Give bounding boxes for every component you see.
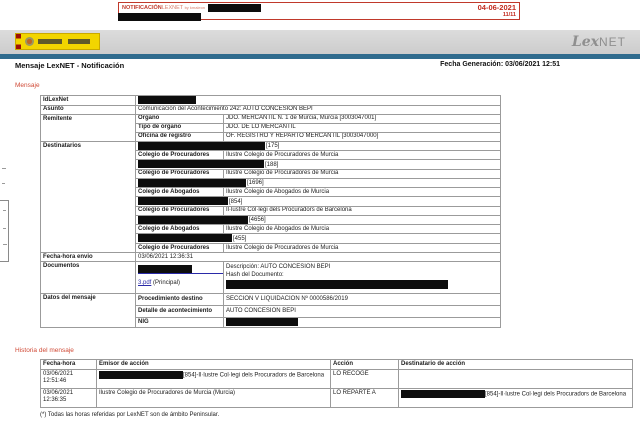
documento-cell — [136, 262, 224, 294]
destinatario-nombre: Ilustre Colegio de Procuradores de Murcia — [224, 151, 501, 160]
destinatario-ref: [4656] — [249, 217, 266, 224]
destinatario-ref: [1696] — [247, 180, 264, 187]
procedimiento-label: Procedimiento destino — [136, 294, 224, 306]
scan-artifact — [2, 183, 5, 184]
history-header-destinatario: Destinatario de acción — [399, 360, 633, 370]
history-accion: LO RECOGE — [331, 370, 399, 389]
notification-stamp-box — [118, 2, 520, 20]
coat-of-arms-icon — [25, 37, 34, 46]
stamp-brand-small: by kmaleon — [184, 5, 206, 10]
section-label-mensaje: Mensaje — [15, 82, 40, 89]
history-destinatario — [399, 370, 633, 389]
document-link-suffix: (Principal) — [151, 280, 181, 287]
history-header-accion: Acción — [331, 360, 399, 370]
documentos-label: Documentos — [41, 262, 136, 294]
history-destinatario — [399, 389, 633, 408]
idlexnet-label: IdLexNet — [41, 96, 136, 106]
redaction-bar — [99, 371, 183, 379]
tipo-organo-value: JDO. DE LO MERCANTIL — [224, 123, 501, 132]
redaction-bar — [208, 4, 261, 12]
destinatario-redacted — [136, 234, 501, 244]
redaction-bar — [118, 13, 201, 21]
destinatario-ref: [854] — [229, 198, 243, 205]
footnote: (*) Todas las horas referidas por LexNET son de ámbito Peninsular. — [40, 412, 220, 418]
remitente-label: Remitente — [41, 114, 136, 141]
organo-label: Órgano — [136, 114, 224, 123]
destinatario-tipo: Colegio de Procuradores — [136, 244, 224, 253]
section-label-historia: Historia del mensaje — [15, 347, 74, 354]
documento-detail-cell — [224, 262, 501, 294]
lexnet-logo-lex: Lex — [571, 34, 599, 50]
redaction-bar — [226, 280, 448, 289]
scan-artifact — [3, 210, 6, 211]
oficina-label: Oficina de registro — [136, 132, 224, 141]
destinatario-nombre: Ilustre Colegio de Procuradores de Murcia — [224, 244, 501, 253]
destinatario-tipo: Colegio de Abogados — [136, 188, 224, 197]
redaction-bar — [401, 390, 485, 398]
stamp-date: 04-06-2021 — [477, 3, 516, 12]
destinatario-tipo: Colegio de Procuradores — [136, 151, 224, 160]
procedimiento-value: SECCION V LIQUIDACION Nº 0000586/2019 — [224, 294, 501, 306]
fecha-envio-label: Fecha-hora envio — [41, 253, 136, 262]
generation-date: Fecha Generación: 03/06/2021 12:51 — [440, 61, 560, 68]
message-table — [40, 95, 501, 328]
destinatario-redacted — [136, 178, 501, 188]
redaction-bar — [138, 216, 248, 224]
titlebar — [15, 61, 560, 70]
lexnet-logo-net: NET — [599, 35, 626, 49]
destinatario-ref: [188] — [265, 161, 279, 168]
redaction-bar — [138, 96, 196, 104]
nig-label: NIG — [136, 318, 224, 328]
destinatario-redacted — [136, 197, 501, 207]
fecha-envio-value: 03/06/2021 12:36:31 — [136, 253, 501, 262]
destinatario-tipo: Colegio de Procuradores — [136, 206, 224, 215]
destinatario-redacted — [136, 215, 501, 225]
header-divider-bar — [0, 54, 640, 59]
history-emisor: Ilustre Colegio de Procuradores de Murcia (Murcia) — [97, 389, 331, 408]
stamp-page-number: 11/11 — [502, 12, 516, 18]
page-title: Mensaje LexNET - Notificación — [15, 61, 125, 70]
oficina-value: OF. REGISTRO Y REPARTO MERCANTIL [3003047000] — [224, 132, 501, 141]
history-table — [40, 359, 633, 408]
destinatario-redacted — [136, 141, 501, 151]
documento-hash-label: Hash del Documento: — [226, 272, 284, 279]
scan-artifact — [2, 168, 6, 169]
destinatario-nombre: Ilustre Colegio de Procuradores de Murcia — [224, 169, 501, 178]
history-fecha: 03/06/2021 12:51:46 — [41, 370, 97, 389]
history-row — [41, 370, 633, 389]
stamp-brand-light: LEXNET — [161, 5, 184, 11]
redaction-bar — [226, 318, 298, 326]
stamp-brand-bold: NOTIFICACIÓN — [122, 5, 162, 11]
header-banner — [0, 30, 640, 54]
history-emisor — [97, 370, 331, 389]
redaction-bar — [138, 265, 192, 273]
redaction-bar — [138, 142, 265, 150]
destinatario-nombre: Il·lustre Col·legi dels Procuradors de Barcelona — [224, 206, 501, 215]
redaction-bar — [138, 197, 228, 205]
lexnet-logo — [572, 32, 626, 51]
destinatario-redacted — [136, 160, 501, 170]
government-logo — [15, 33, 100, 50]
history-destinatario-text: [854]-Il·lustre Col·legi dels Procuradors de Barcelona — [485, 391, 627, 398]
documento-descripcion: Descripción: AUTO CONCESION BEPI — [226, 264, 331, 271]
redaction-bar — [138, 179, 246, 187]
idlexnet-value-cell — [136, 96, 501, 106]
scan-artifact — [3, 244, 7, 245]
tipo-organo-label: Tipo de órgano — [136, 123, 224, 132]
detalle-label: Detalle de acontecimiento — [136, 306, 224, 318]
datos-mensaje-label: Datos del mensaje — [41, 294, 136, 328]
destinatarios-label: Destinatarios — [41, 141, 136, 252]
history-emisor-text: [854]-Il·lustre Col·legi dels Procuradors de Barcelona — [183, 372, 325, 379]
history-row — [41, 389, 633, 408]
asunto-label: Asunto — [41, 105, 136, 114]
detalle-value: AUTO CONCESION BEPI — [224, 306, 501, 318]
government-logo-text — [38, 39, 62, 44]
history-header-fecha: Fecha-hora — [41, 360, 97, 370]
destinatario-tipo: Colegio de Abogados — [136, 225, 224, 234]
scan-artifact — [3, 228, 6, 229]
history-accion: LO REPARTE A — [331, 389, 399, 408]
history-fecha: 03/06/2021 12:36:35 — [41, 389, 97, 408]
government-logo-text — [68, 39, 90, 44]
destinatario-nombre: Ilustre Colegio de Abogados de Murcia — [224, 225, 501, 234]
redaction-bar — [138, 160, 264, 168]
stamp-date-block — [478, 4, 516, 19]
history-header-emisor: Emisor de acción — [97, 360, 331, 370]
notification-stamp-brand — [122, 5, 205, 11]
organo-value: JDO. MERCANTIL N. 1 de Murcia, Murcia [3003047001] — [224, 114, 501, 123]
documento-link-line — [138, 280, 221, 287]
destinatario-ref: [175] — [266, 143, 280, 150]
spain-flag-icon — [16, 34, 21, 49]
asunto-value: Comunicación del Acontecimiento 242: AUTO CONCESION BEPI — [136, 105, 501, 114]
destinatario-nombre: Ilustre Colegio de Abogados de Murcia — [224, 188, 501, 197]
destinatario-ref: [455] — [233, 236, 247, 243]
nig-value-cell — [224, 318, 501, 328]
redacted-link-underline — [138, 273, 224, 274]
document-link[interactable]: 3.pdf — [138, 280, 152, 287]
destinatario-tipo: Colegio de Procuradores — [136, 169, 224, 178]
redaction-bar — [138, 234, 232, 242]
